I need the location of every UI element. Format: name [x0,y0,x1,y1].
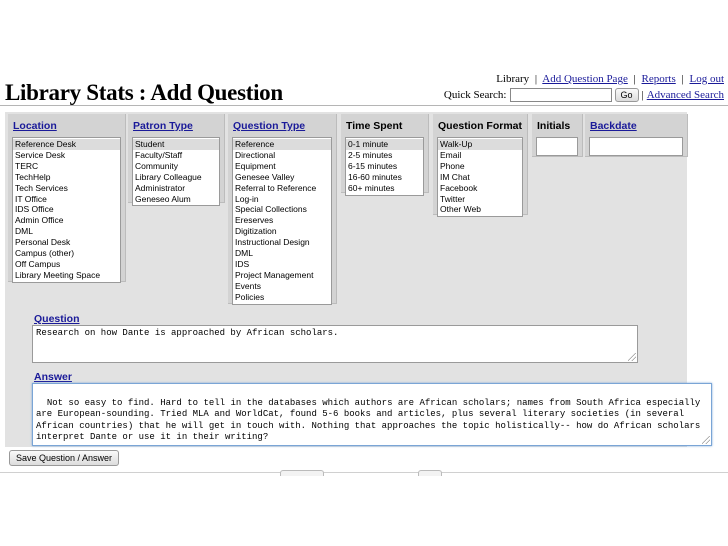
select-option[interactable]: Reference [233,139,331,150]
question-type-label[interactable]: Question Type [233,120,306,132]
advanced-search-link[interactable]: Advanced Search [646,89,724,101]
quick-search-bar [444,88,724,102]
header-divider [0,105,728,106]
footer-tab [418,470,442,476]
select-option[interactable]: Facebook [440,182,478,193]
initials-input[interactable] [536,137,578,156]
select-option[interactable]: Community [135,160,178,171]
select-option[interactable]: 0-1 minute [346,139,423,150]
select-option[interactable]: Special Collections [235,204,307,215]
select-option[interactable]: Digitization [235,226,277,237]
patron-type-label[interactable]: Patron Type [133,120,193,132]
select-option[interactable]: DML [235,248,253,259]
question-label[interactable]: Question [34,313,80,325]
patron-type-field [128,114,225,203]
select-option[interactable]: Email [440,149,462,160]
time-spent-field [341,114,429,193]
location-label[interactable]: Location [13,120,57,132]
backdate-label[interactable]: Backdate [590,120,637,132]
select-option[interactable]: Geneseo Alum [135,193,191,204]
select-option[interactable]: TERC [15,160,39,171]
select-option[interactable]: 6-15 minutes [348,160,398,171]
nav-reports-link[interactable]: Reports [641,73,676,85]
question-format-field [433,114,528,215]
save-question-answer-button[interactable]: Save Question / Answer [9,450,119,466]
question-type-select[interactable] [232,137,332,305]
nav-separator: | [641,89,644,101]
select-option[interactable]: Phone [440,160,465,171]
footer-tab [280,470,324,476]
question-format-select[interactable] [437,137,523,217]
select-option[interactable]: IDS [235,258,250,269]
resize-handle[interactable] [628,353,636,361]
select-option[interactable]: Referral to Reference [235,182,317,193]
select-option[interactable]: Events [235,280,261,291]
select-option[interactable]: Student [133,139,219,150]
question-textarea[interactable] [32,325,638,363]
select-option[interactable]: Off Campus [15,258,61,269]
question-type-field [228,114,337,304]
select-option[interactable]: Equipment [235,160,276,171]
select-option[interactable]: Personal Desk [15,237,71,248]
select-option[interactable]: Log-in [235,193,259,204]
select-option[interactable]: 2-5 minutes [348,149,393,160]
backdate-field [585,114,688,157]
select-option[interactable]: Directional [235,149,276,160]
select-option[interactable]: Admin Office [15,215,64,226]
nav-logout-link[interactable]: Log out [689,73,724,85]
answer-textarea[interactable] [32,383,712,446]
select-option[interactable]: Ereserves [235,215,274,226]
select-option[interactable]: Library Meeting Space [15,269,101,280]
select-option[interactable]: 60+ minutes [348,182,395,193]
select-option[interactable]: IDS Office [15,204,54,215]
select-option[interactable]: Service Desk [15,149,66,160]
nav-separator: | [681,73,684,85]
initials-label: Initials [537,120,571,132]
select-option[interactable]: IM Chat [440,171,470,182]
select-option[interactable]: Instructional Design [235,237,310,248]
time-spent-select[interactable] [345,137,424,196]
select-option[interactable]: Campus (other) [15,248,75,259]
patron-type-select[interactable] [132,137,220,206]
select-option[interactable]: Faculty/Staff [135,149,183,160]
select-option[interactable]: Library Colleague [135,171,202,182]
footer-divider [0,472,728,473]
nav-separator: | [534,73,538,85]
location-field [8,114,126,282]
select-option[interactable]: Policies [235,291,265,302]
page-title: Library Stats : Add Question [5,80,283,105]
answer-text: Not so easy to find. Hard to tell in the databases which authors are African scholars; names from South Africa especially are European-sounding. Tried MLA and WorldCat, found 5-6 books and articles, plus several literary societies (in several African countries) that he will get in touch with. Nothing that approaches the topic holistically-- how do African scholars interpret Dante or use it in their writing? [36,397,706,442]
select-option[interactable]: Genesee Valley [235,171,295,182]
select-option[interactable]: IT Office [15,193,47,204]
quick-search-label: Quick Search: [443,89,507,101]
nav-add-question-link[interactable]: Add Question Page [542,73,628,85]
location-select[interactable] [12,137,121,283]
select-option[interactable]: Other Web [440,204,481,215]
select-option[interactable]: Twitter [440,193,466,204]
select-option[interactable]: Walk-Up [438,139,522,150]
go-button[interactable]: Go [615,88,639,102]
select-option[interactable]: Tech Services [15,182,68,193]
question-format-label: Question Format [438,120,523,132]
top-nav [496,73,724,85]
quick-search-input[interactable] [510,88,612,102]
select-option[interactable]: Reference Desk [13,139,120,150]
initials-field [532,114,583,157]
select-option[interactable]: DML [15,226,33,237]
nav-separator: | [633,73,636,85]
answer-label[interactable]: Answer [34,371,72,383]
select-option[interactable]: 16-60 minutes [348,171,402,182]
question-text: Research on how Dante is approached by African scholars. [36,328,339,338]
nav-library-label: Library [496,73,530,85]
select-option[interactable]: Administrator [135,182,186,193]
resize-handle[interactable] [702,436,710,444]
select-option[interactable]: TechHelp [15,171,51,182]
select-option[interactable]: Project Management [235,269,314,280]
backdate-input[interactable] [589,137,683,156]
time-spent-label: Time Spent [346,120,403,132]
